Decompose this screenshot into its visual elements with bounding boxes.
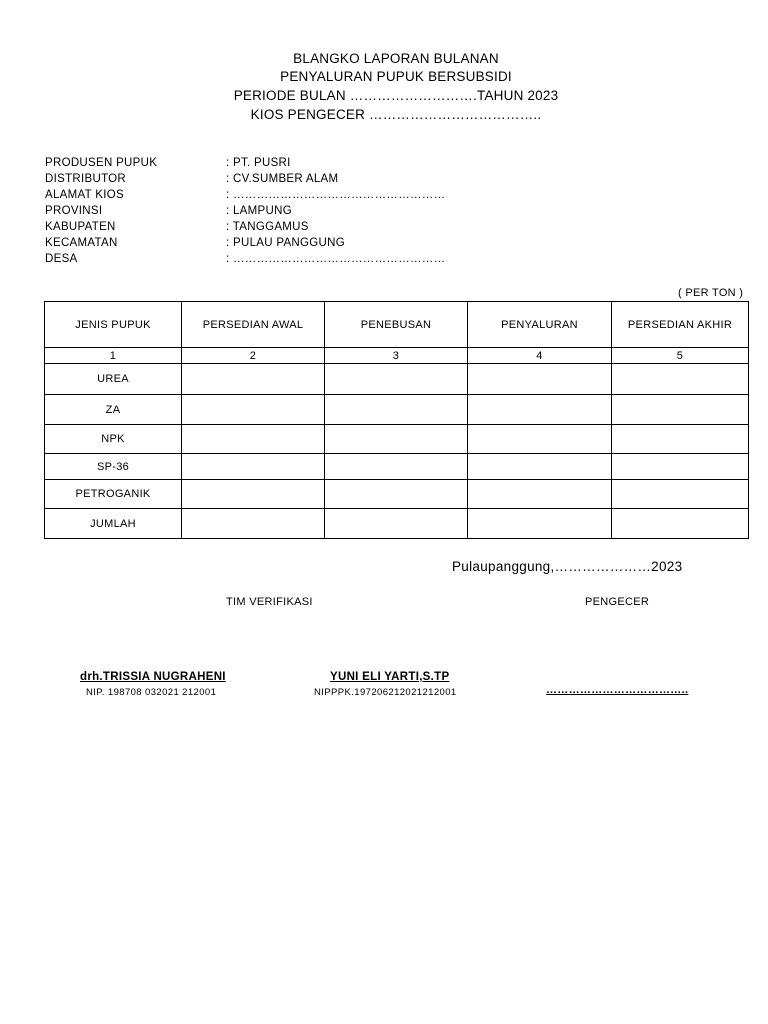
table-cell xyxy=(325,395,468,425)
column-header: PERSEDIAN AWAL xyxy=(182,302,325,348)
table-cell xyxy=(612,395,749,425)
unit-label: ( PER TON ) xyxy=(678,287,744,299)
column-number: 1 xyxy=(45,348,182,364)
table-cell xyxy=(182,480,325,509)
row-label: NPK xyxy=(45,425,182,454)
info-label: PROVINSI xyxy=(45,205,103,217)
table-cell xyxy=(612,425,749,454)
table-cell xyxy=(325,425,468,454)
table-cell xyxy=(468,364,612,395)
table-cell xyxy=(612,509,749,539)
table-cell xyxy=(612,480,749,509)
table-cell xyxy=(182,425,325,454)
table-cell xyxy=(325,454,468,480)
column-header: PERSEDIAN AKHIR xyxy=(612,302,749,348)
row-label: PETROGANIK xyxy=(45,480,182,509)
table-cell xyxy=(325,364,468,395)
table-header-row xyxy=(45,302,749,348)
info-label: DESA xyxy=(45,253,78,265)
row-label: ZA xyxy=(45,395,182,425)
column-number: 3 xyxy=(325,348,468,364)
title-line-3: PERIODE BULAN ……………………….TAHUN 2023 xyxy=(233,88,559,103)
table-cell xyxy=(325,509,468,539)
signer-2-name: YUNI ELI YARTI,S.TP xyxy=(330,671,450,683)
info-label: DISTRIBUTOR xyxy=(45,173,127,185)
column-number: 5 xyxy=(612,348,749,364)
info-label: PRODUSEN PUPUK xyxy=(45,157,158,169)
pengecer-title: PENGECER xyxy=(585,596,650,608)
info-label: KABUPATEN xyxy=(45,221,116,233)
table-row xyxy=(45,454,749,480)
info-value: : ……………………………………………… xyxy=(226,253,446,265)
row-label: JUMLAH xyxy=(45,509,182,539)
table-cell xyxy=(325,480,468,509)
table-cell xyxy=(468,425,612,454)
table-cell xyxy=(468,509,612,539)
table-cell xyxy=(612,454,749,480)
table-cell xyxy=(468,395,612,425)
column-header: PENEBUSAN xyxy=(325,302,468,348)
report-table xyxy=(44,301,749,539)
info-value: : PULAU PANGGUNG xyxy=(226,237,345,249)
column-number: 4 xyxy=(468,348,612,364)
tim-verifikasi-title: TIM VERIFIKASI xyxy=(226,596,313,608)
table-row xyxy=(45,509,749,539)
table-row xyxy=(45,364,749,395)
table-cell xyxy=(182,395,325,425)
info-value: : CV.SUMBER ALAM xyxy=(226,173,339,185)
table-row xyxy=(45,395,749,425)
table-cell xyxy=(182,509,325,539)
table-cell xyxy=(612,364,749,395)
place-date: Pulaupanggung,…………………2023 xyxy=(452,559,683,574)
table-row xyxy=(45,425,749,454)
signer-2-id: NIPPPK.197206212021212001 xyxy=(314,687,457,698)
table-cell xyxy=(182,454,325,480)
info-label: KECAMATAN xyxy=(45,237,118,249)
row-label: UREA xyxy=(45,364,182,395)
info-value: : PT. PUSRI xyxy=(226,157,291,169)
signer-1-id: NIP. 198708 032021 212001 xyxy=(86,687,217,698)
table-cell xyxy=(468,480,612,509)
info-value: : ……………………………………………… xyxy=(226,189,446,201)
title-line-1: BLANGKO LAPORAN BULANAN xyxy=(293,51,499,66)
table-cell xyxy=(468,454,612,480)
title-line-4: KIOS PENGECER ……………………………….. xyxy=(250,107,542,122)
column-header: JENIS PUPUK xyxy=(45,302,182,348)
column-number: 2 xyxy=(182,348,325,364)
signer-3-blank: ……………………………….. xyxy=(546,684,689,696)
table-cell xyxy=(182,364,325,395)
table-row xyxy=(45,480,749,509)
title-line-2: PENYALURAN PUPUK BERSUBSIDI xyxy=(280,69,512,84)
info-label: ALAMAT KIOS xyxy=(45,189,124,201)
column-header: PENYALURAN xyxy=(468,302,612,348)
row-label: SP-36 xyxy=(45,454,182,480)
info-value: : LAMPUNG xyxy=(226,205,292,217)
info-value: : TANGGAMUS xyxy=(226,221,309,233)
column-number-row xyxy=(45,348,749,364)
signer-1-name: drh.TRISSIA NUGRAHENI xyxy=(80,671,226,683)
